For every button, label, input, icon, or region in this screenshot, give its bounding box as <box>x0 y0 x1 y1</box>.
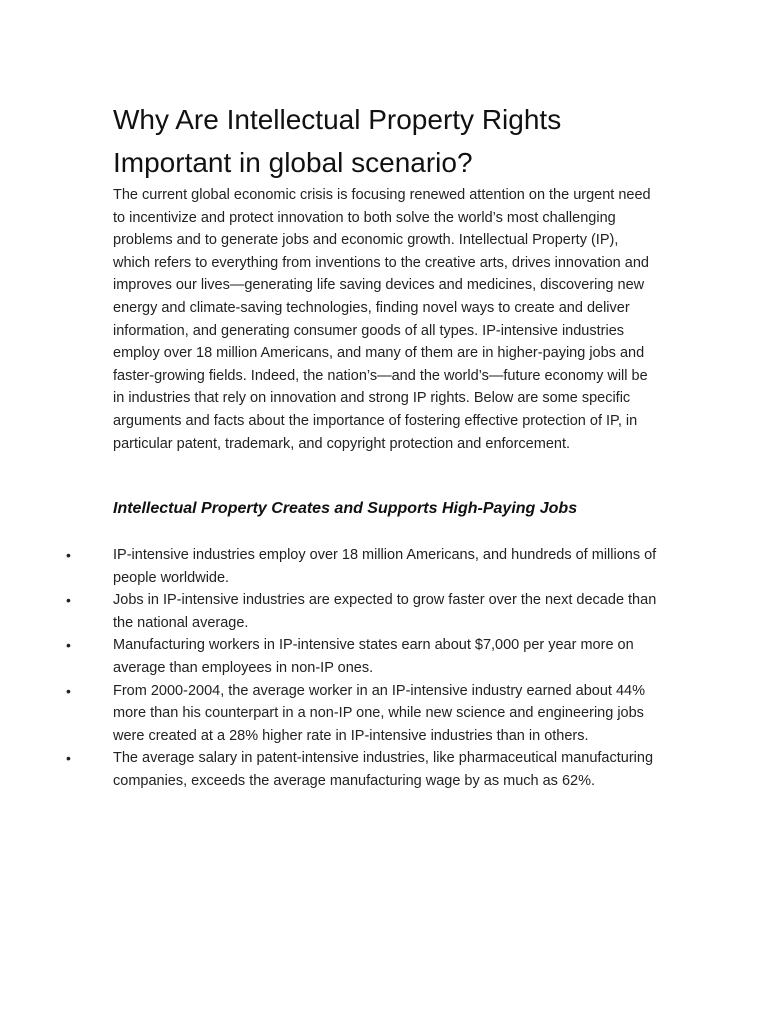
bullet-icon: • <box>66 750 71 767</box>
list-item-text: IP-intensive industries employ over 18 million Americans, and hundreds of millions of people worldwide. <box>113 547 657 586</box>
list-item-text: Manufacturing workers in IP-intensive states earn about $7,000 per year more on average than employees in non-IP ones. <box>113 637 634 676</box>
list-item-text: The average salary in patent-intensive industries, like pharmaceutical manufacturing companies, exceeds the average manufacturing wage by as much as 62%. <box>113 750 654 789</box>
list-item <box>0 747 768 792</box>
list-item <box>0 634 768 679</box>
list-item-text: Jobs in IP-intensive industries are expected to grow faster over the next decade than the national average. <box>113 592 657 631</box>
list-item-text: From 2000-2004, the average worker in an IP-intensive industry earned about 44% more than his counterpart in a non-IP one, while new science and engineering jobs were created at a 28% higher rate in IP-intensive industries than in others. <box>113 682 645 744</box>
list-item <box>0 589 768 634</box>
bullet-list <box>0 544 768 793</box>
list-item <box>0 544 768 589</box>
list-item <box>0 680 768 748</box>
section-heading: Intellectual Property Creates and Supports High-Paying Jobs <box>113 500 578 517</box>
bullet-icon: • <box>66 682 71 699</box>
document-title: Why Are Intellectual Property Rights Important in global scenario? <box>113 104 562 178</box>
bullet-icon: • <box>66 637 71 654</box>
bullet-icon: • <box>66 592 71 609</box>
intro-paragraph: The current global economic crisis is focusing renewed attention on the urgent need to incentivize and protect innovation to both solve the world’s most challenging problems and to generate jobs and economic growth. Intellectual Property (IP), which refers to everything from inventions to the creative arts, drives innovation and improves our lives—generating life saving devices and medicines, discovering new energy and climate-saving technologies, finding novel ways to create and deliver information, and generating consumer goods of all types. IP-intensive industries employ over 18 million Americans, and many of them are in higher-paying jobs and faster-growing fields. Indeed, the nation’s—and the world’s—future economy will be in industries that rely on innovation and strong IP rights. Below are some specific arguments and facts about the importance of fostering effective protection of IP, in particular patent, trademark, and copyright protection and enforcement. <box>113 187 651 452</box>
bullet-icon: • <box>66 547 71 563</box>
